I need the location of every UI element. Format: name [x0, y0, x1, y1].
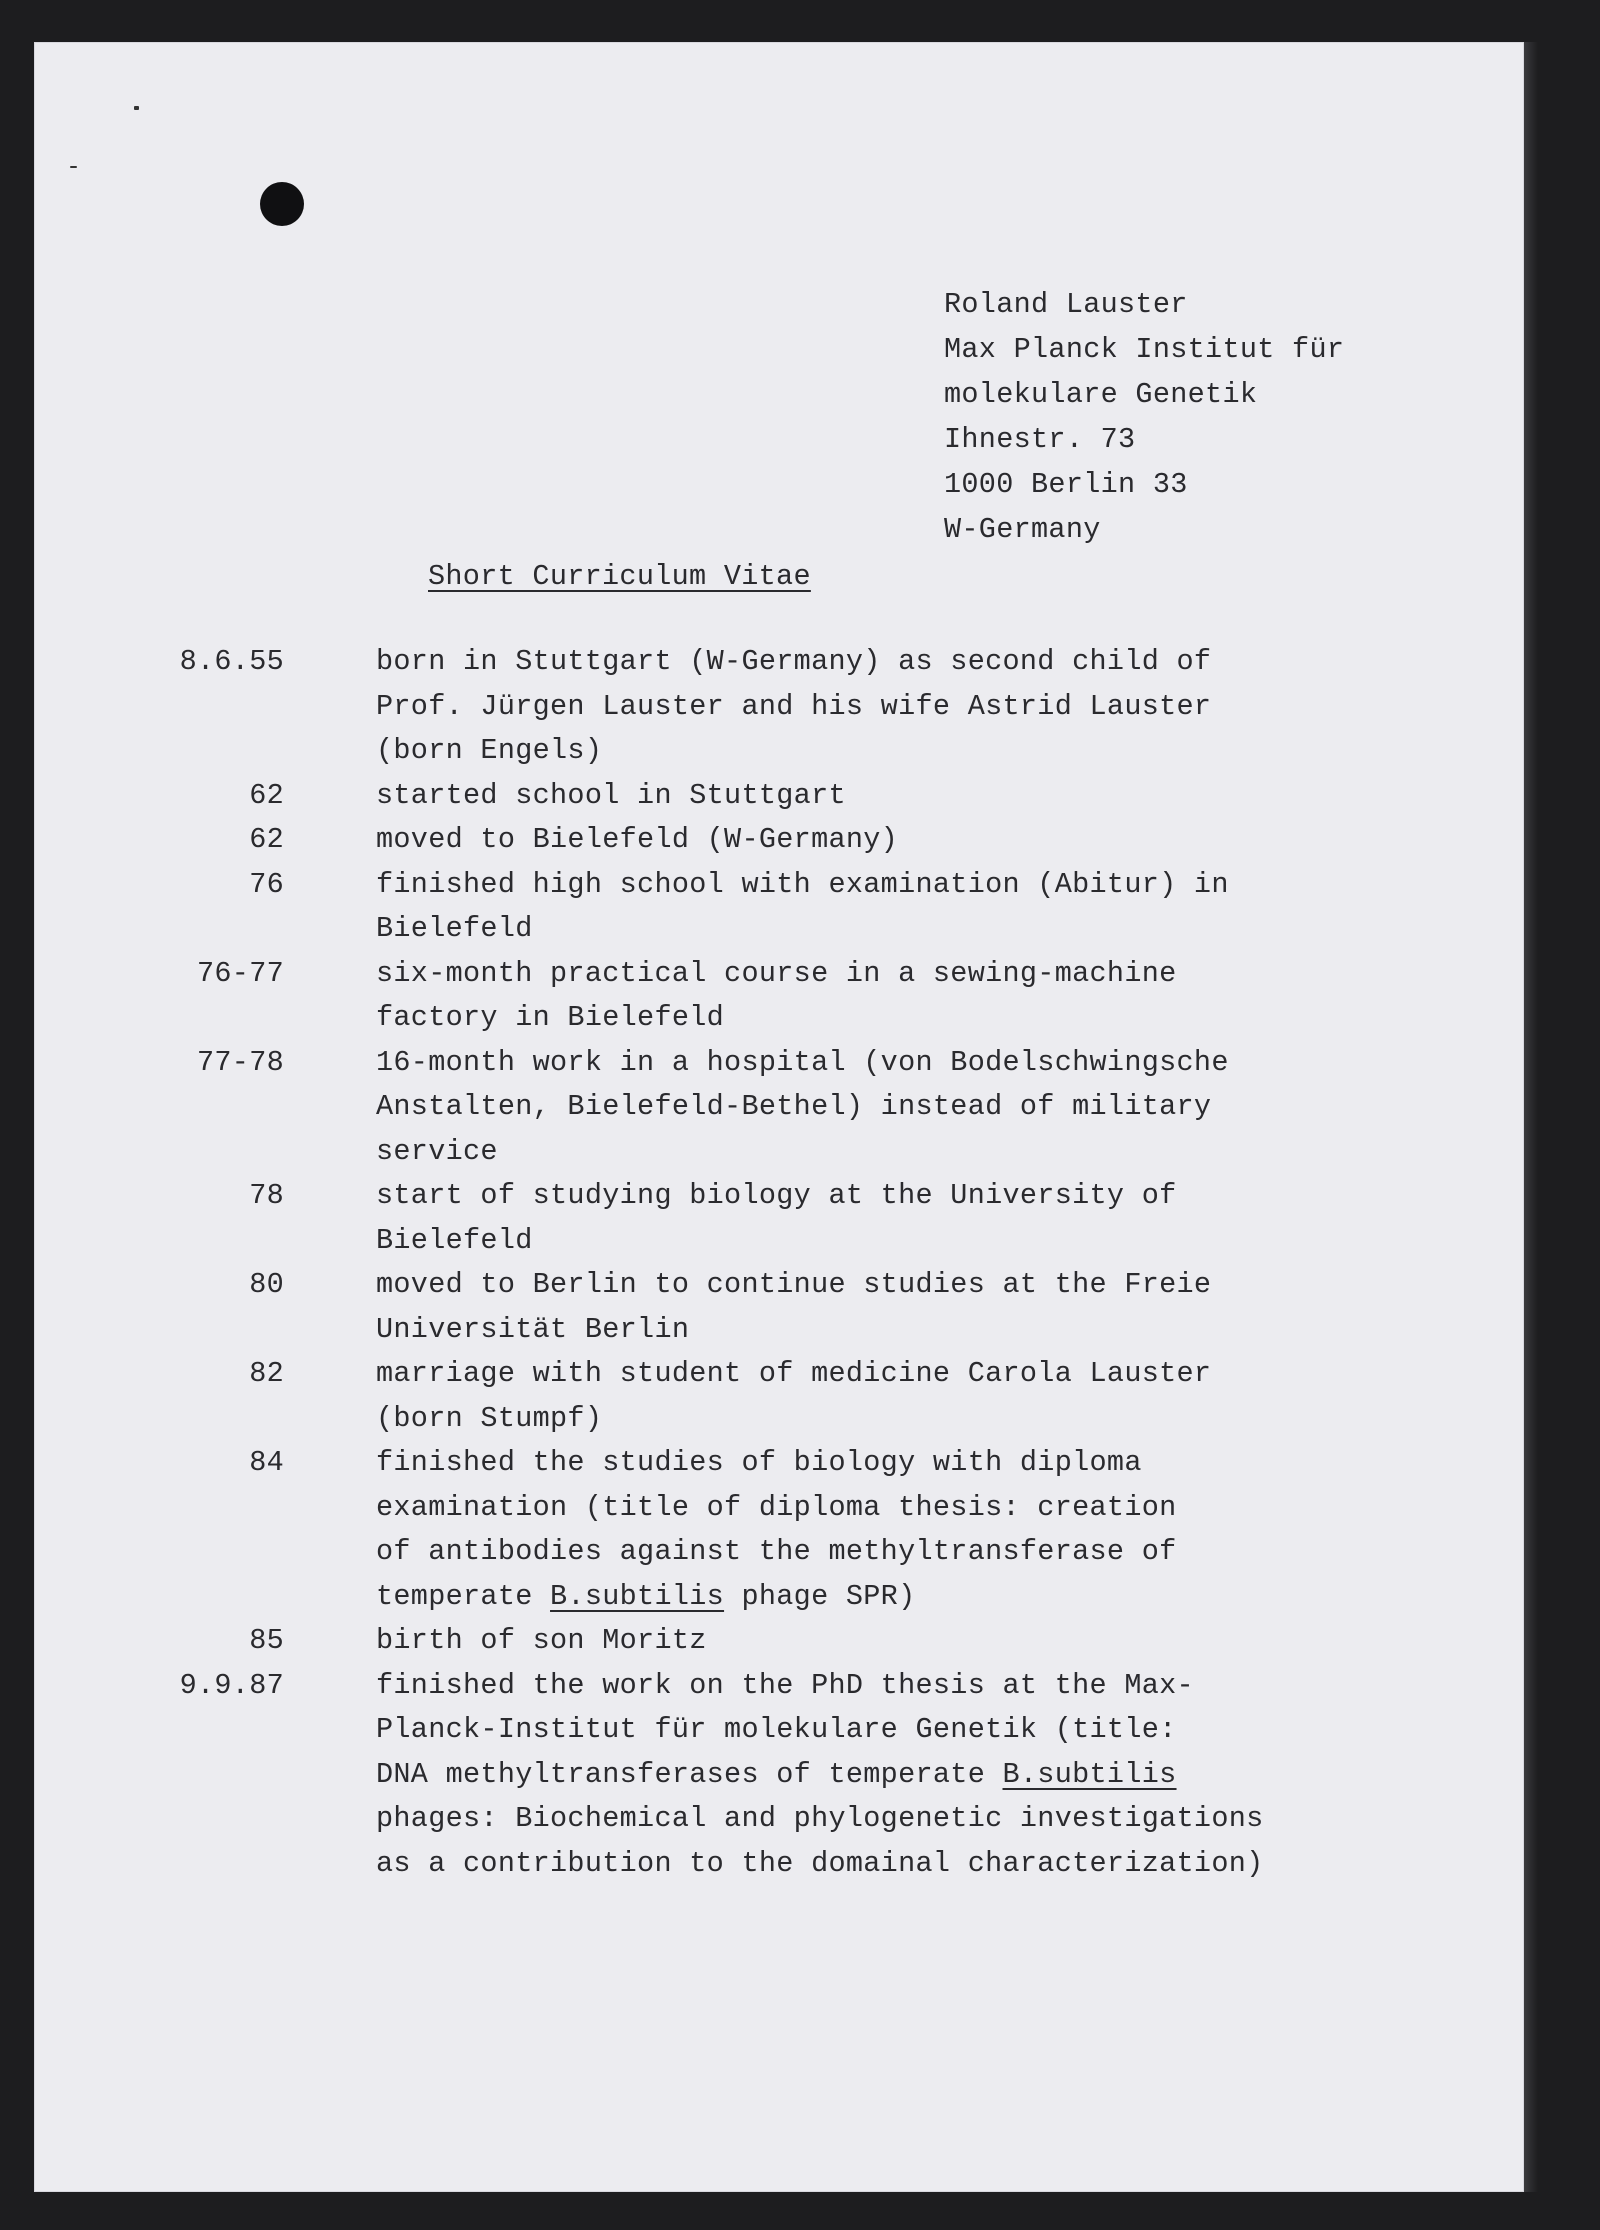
entry-line: moved to Bielefeld (W-Germany): [376, 823, 899, 856]
cv-entry: [34, 1041, 1524, 1175]
entry-line: factory in Bielefeld: [376, 1001, 725, 1034]
entry-text: [376, 1619, 1376, 1664]
entry-line: Planck-Institut für molekulare Genetik (title:: [376, 1713, 1177, 1746]
entry-text: [376, 1041, 1376, 1175]
entry-text: [376, 640, 1376, 774]
species-name: B.subtilis: [1002, 1757, 1177, 1791]
entry-line: Bielefeld: [376, 912, 533, 945]
cv-entry: [34, 1619, 1524, 1664]
entry-line: 16-month work in a hospital (von Bodelschwingsche: [376, 1045, 1229, 1079]
entry-line: phages: Biochemical and phylogenetic investigations: [376, 1802, 1264, 1835]
line-text: temperate: [376, 1579, 551, 1613]
entry-line: start of studying biology at the University of: [376, 1179, 1177, 1212]
entry-text: [376, 774, 1376, 819]
address-line: molekulare Genetik: [944, 378, 1258, 411]
cv-entries: [34, 640, 1524, 1886]
entry-line: as a contribution to the domainal characterization): [376, 1846, 1264, 1880]
entry-text: [376, 818, 1376, 863]
entry-date: 8.6.55: [179, 645, 284, 678]
entry-line: examination (title of diploma thesis: creation: [376, 1490, 1177, 1524]
document-title: Short Curriculum Vitae: [428, 560, 811, 593]
entry-line: six-month practical course in a sewing-machine: [376, 956, 1177, 990]
entry-line: of antibodies against the methyltransferase of: [376, 1535, 1177, 1568]
paper-speck: [70, 166, 77, 168]
entry-date: 80: [249, 1268, 284, 1301]
punch-hole: [260, 182, 304, 226]
entry-date: 9.9.87: [179, 1668, 284, 1702]
entry-line: service: [376, 1134, 498, 1168]
address-line: Ihnestr. 73: [944, 423, 1136, 456]
cv-entry: [34, 1352, 1524, 1441]
cv-entry: [34, 818, 1524, 863]
cv-entry: [34, 1441, 1524, 1619]
entry-date: 82: [249, 1357, 284, 1390]
entry-line: [376, 1575, 1376, 1620]
cv-entry: [34, 952, 1524, 1041]
address-line: Roland Lauster: [944, 288, 1188, 321]
entry-text: [376, 1174, 1376, 1263]
cv-entry: [34, 863, 1524, 952]
cv-entry: [34, 1263, 1524, 1352]
entry-line: finished the studies of biology with diploma: [376, 1446, 1142, 1479]
cv-entry: [34, 1174, 1524, 1263]
address-line: 1000 Berlin 33: [944, 468, 1188, 501]
entry-text: [376, 1664, 1376, 1887]
entry-line: started school in Stuttgart: [376, 778, 846, 812]
entry-line: born in Stuttgart (W-Germany) as second child of: [376, 645, 1212, 678]
entry-date: 85: [249, 1624, 284, 1657]
entry-line: [376, 1753, 1376, 1798]
entry-line: birth of son Moritz: [376, 1624, 707, 1657]
entry-date: 76: [249, 867, 284, 901]
cv-entry: [34, 774, 1524, 819]
entry-date: 76-77: [196, 956, 284, 990]
entry-line: marriage with student of medicine Carola Lauster: [376, 1357, 1212, 1390]
entry-date: 62: [249, 778, 284, 812]
species-name: B.subtilis: [550, 1579, 725, 1613]
entry-text: [376, 1352, 1376, 1441]
line-text: phage SPR): [724, 1579, 916, 1613]
address-line: W-Germany: [944, 513, 1101, 546]
sender-address: [944, 282, 1344, 552]
line-text: DNA methyltransferases of temperate: [376, 1757, 1003, 1791]
document-page: [34, 42, 1524, 2192]
entry-line: moved to Berlin to continue studies at the Freie: [376, 1268, 1212, 1301]
entry-line: finished high school with examination (Abitur) in: [376, 867, 1229, 901]
entry-date: 77-78: [196, 1045, 284, 1079]
entry-text: [376, 1441, 1376, 1619]
entry-line: Anstalten, Bielefeld-Bethel) instead of military: [376, 1090, 1212, 1123]
entry-text: [376, 863, 1376, 952]
paper-speck: [134, 106, 139, 110]
entry-line: Universität Berlin: [376, 1312, 690, 1346]
entry-date: 78: [249, 1179, 284, 1212]
entry-date: 62: [249, 823, 284, 856]
entry-line: Bielefeld: [376, 1223, 533, 1257]
cv-entry: [34, 640, 1524, 774]
address-line: Max Planck Institut für: [944, 333, 1345, 366]
entry-line: (born Stumpf): [376, 1401, 603, 1435]
entry-line: finished the work on the PhD thesis at the Max-: [376, 1668, 1194, 1702]
page-edge-shadow: [1524, 42, 1538, 2192]
entry-text: [376, 1263, 1376, 1352]
entry-line: Prof. Jürgen Lauster and his wife Astrid Lauster: [376, 689, 1212, 723]
entry-line: (born Engels): [376, 734, 603, 767]
entry-text: [376, 952, 1376, 1041]
cv-entry: [34, 1664, 1524, 1887]
entry-date: 84: [249, 1446, 284, 1479]
